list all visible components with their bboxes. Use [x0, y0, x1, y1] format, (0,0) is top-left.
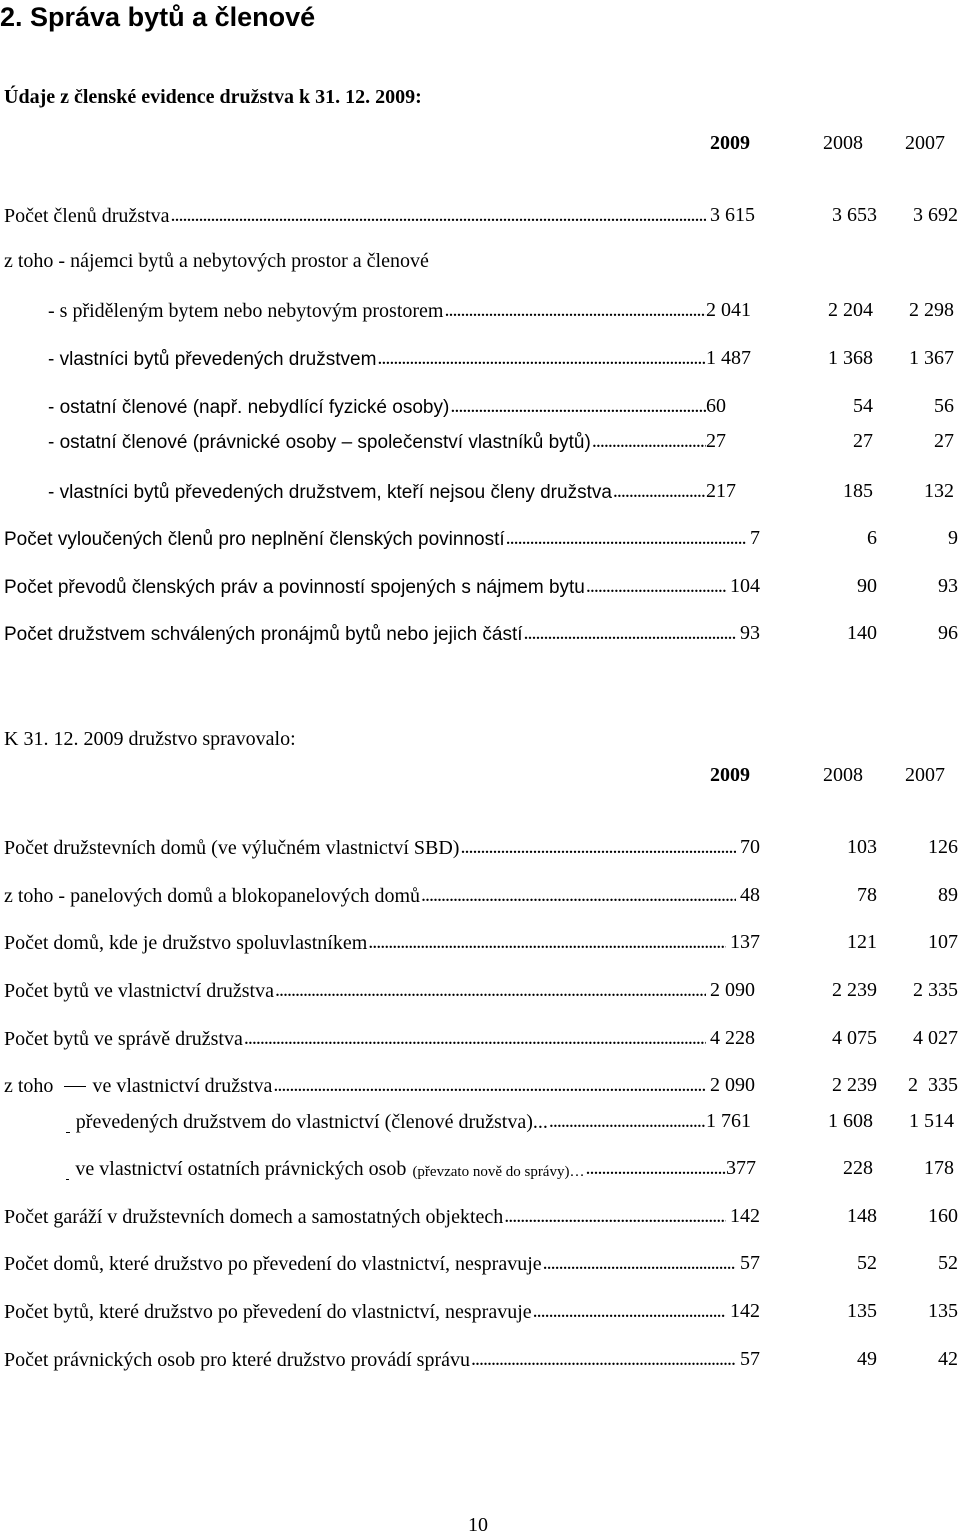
s2-year-2009: 2009	[710, 764, 750, 786]
row-label: - vlastníci bytů převedených družstvem	[48, 349, 377, 370]
value-2009: 48	[740, 884, 760, 906]
value-2007: 42	[938, 1348, 958, 1370]
table-row	[4, 1025, 958, 1051]
row-label: Počet družstvem schválených pronájmů bytů nebo jejich částí	[4, 624, 523, 645]
table-row	[66, 1155, 954, 1181]
value-2008: 3 653	[832, 204, 877, 226]
row-label: Počet členů družstva	[4, 205, 170, 227]
value-2008: 103	[847, 836, 877, 858]
value-2009: 7	[750, 527, 760, 549]
value-2007: 135	[928, 1300, 958, 1322]
table-row	[4, 834, 958, 860]
value-2008: 148	[847, 1205, 877, 1227]
s1-year-2007: 2007	[905, 132, 945, 154]
page-title: 2. Správa bytů a členové	[0, 2, 316, 32]
row-label: převedených družstvem do vlastnictví (členové družstva)...	[75, 1111, 548, 1133]
row-label: - ostatní členové (právnické osoby – společenství vlastníků bytů)	[48, 432, 591, 453]
value-2009: 1 487	[706, 347, 751, 369]
value-2007: 2 335	[913, 979, 958, 1001]
value-2007: 126	[928, 836, 958, 858]
table-row	[4, 1298, 958, 1324]
value-2008: 90	[857, 575, 877, 597]
table-row	[4, 882, 958, 908]
value-2008: 135	[847, 1300, 877, 1322]
value-2007: 9	[948, 527, 958, 549]
value-2009: 60	[706, 395, 726, 417]
row-label: z toho ve vlastnictví družstva	[4, 1075, 273, 1097]
value-2008: 1 368	[828, 347, 873, 369]
section2-subtitle: K 31. 12. 2009 družstvo spravovalo:	[4, 728, 296, 750]
value-2008: 2 239	[832, 1074, 877, 1096]
table-row	[4, 1346, 958, 1372]
value-2009: 27	[706, 430, 726, 452]
value-2009: 377	[726, 1157, 756, 1179]
value-2009: 3 615	[710, 204, 755, 226]
value-2007: 52	[938, 1252, 958, 1274]
value-2007: 96	[938, 622, 958, 644]
table-row	[48, 393, 954, 419]
value-2007: 2 298	[909, 299, 954, 321]
value-2009: 57	[740, 1348, 760, 1370]
value-2009: 57	[740, 1252, 760, 1274]
table-row	[48, 345, 954, 371]
value-2009: 2 090	[710, 979, 755, 1001]
table-row	[4, 202, 958, 228]
value-2009: 2 090	[710, 1074, 755, 1096]
table-row	[4, 525, 958, 551]
value-2007: 107	[928, 931, 958, 953]
value-2009: 2 041	[706, 299, 751, 321]
value-2007: 160	[928, 1205, 958, 1227]
row-label: - vlastníci bytů převedených družstvem, kteří nejsou členy družstva	[48, 482, 612, 503]
value-2008: 78	[857, 884, 877, 906]
value-2007: 132	[924, 480, 954, 502]
value-2007: 3 692	[913, 204, 958, 226]
value-2008: 228	[843, 1157, 873, 1179]
value-2008: 140	[847, 622, 877, 644]
table-row	[4, 620, 958, 646]
row-label: - s přiděleným bytem nebo nebytovým prostorem	[48, 300, 444, 322]
table-row	[48, 297, 954, 323]
table-row	[48, 478, 954, 504]
value-2009: 4 228	[710, 1027, 755, 1049]
value-2008: 4 075	[832, 1027, 877, 1049]
value-2007: 2 335	[908, 1074, 958, 1096]
table-row	[48, 428, 954, 454]
page-number: 10	[468, 1514, 488, 1536]
value-2007: 93	[938, 575, 958, 597]
value-2008: 2 239	[832, 979, 877, 1001]
row-label: - ostatní členové (např. nebydlící fyzické osoby)	[48, 397, 450, 418]
s2-year-2007: 2007	[905, 764, 945, 786]
row-label: Počet vyloučených členů pro neplnění členských povinností	[4, 529, 505, 550]
value-2009: 137	[730, 931, 760, 953]
row-label: Počet domů, kde je družstvo spoluvlastníkem	[4, 932, 368, 954]
value-2009: 217	[706, 480, 736, 502]
value-2008: 52	[857, 1252, 877, 1274]
value-2008: 121	[847, 931, 877, 953]
s1-year-2009: 2009	[710, 132, 750, 154]
value-2007: 1 514	[909, 1110, 954, 1132]
row-label: Počet domů, které družstvo po převedení do vlastnictví, nespravuje	[4, 1253, 542, 1275]
table-row	[4, 977, 958, 1003]
value-2008: 1 608	[828, 1110, 873, 1132]
value-2008: 2 204	[828, 299, 873, 321]
table-row	[4, 1072, 958, 1098]
value-2008: 49	[857, 1348, 877, 1370]
row-label: Počet převodů členských práv a povinností spojených s nájmem bytu	[4, 577, 585, 598]
row-label: Počet garáží v družstevních domech a samostatných objektech	[4, 1206, 504, 1228]
value-2007: 89	[938, 884, 958, 906]
table-row	[4, 1250, 958, 1276]
row-label: ve vlastnictví ostatních právnických osob	[75, 1158, 407, 1180]
value-2008: 6	[867, 527, 877, 549]
s2-year-2008: 2008	[823, 764, 863, 786]
value-2008: 185	[843, 480, 873, 502]
value-2007: 56	[934, 395, 954, 417]
row-label: Počet bytů, které družstvo po převedení do vlastnictví, nespravuje	[4, 1301, 532, 1323]
table-row	[4, 929, 958, 955]
value-2009: 142	[730, 1205, 760, 1227]
value-2007: 1 367	[909, 347, 954, 369]
row-note: (převzato nově do správy)…	[407, 1164, 585, 1181]
row-label: z toho - nájemci bytů a nebytových prostor a členové	[4, 250, 429, 272]
value-2009: 70	[740, 836, 760, 858]
row-label: Počet družstevních domů (ve výlučném vlastnictví SBD)	[4, 837, 460, 859]
value-2007: 178	[924, 1157, 954, 1179]
value-2007: 27	[934, 430, 954, 452]
s1-year-2008: 2008	[823, 132, 863, 154]
value-2008: 27	[853, 430, 873, 452]
value-2009: 142	[730, 1300, 760, 1322]
value-2009: 93	[740, 622, 760, 644]
row-label: z toho - panelových domů a blokopanelových domů	[4, 885, 421, 907]
value-2008: 54	[853, 395, 873, 417]
row-label: Počet právnických osob pro které družstvo provádí správu	[4, 1349, 470, 1371]
value-2007: 4 027	[913, 1027, 958, 1049]
table-row	[4, 1203, 958, 1229]
section1-subtitle: Údaje z členské evidence družstva k 31. 12. 2009:	[4, 86, 422, 108]
row-label: Počet bytů ve vlastnictví družstva	[4, 980, 274, 1002]
row-label: Počet bytů ve správě družstva	[4, 1028, 243, 1050]
table-row	[66, 1108, 954, 1134]
value-2009: 104	[730, 575, 760, 597]
table-row	[4, 573, 958, 599]
value-2009: 1 761	[706, 1110, 751, 1132]
